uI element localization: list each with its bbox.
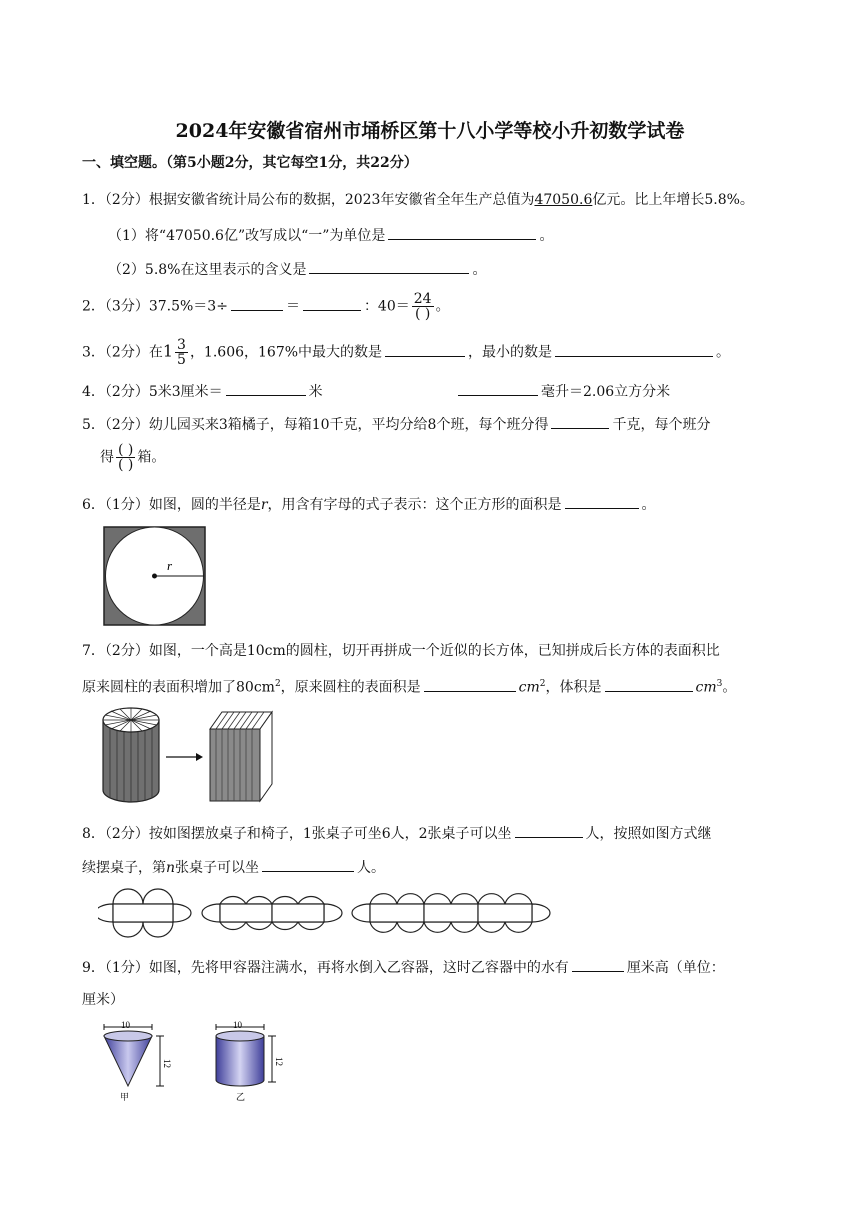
question-1: [82, 190, 754, 210]
tables-and-chairs-figure: [98, 884, 558, 942]
q2-end: 。: [435, 298, 450, 315]
question-1-sub1: [108, 224, 553, 246]
radius-label: r: [167, 558, 173, 573]
cylinder-top-label: 10: [233, 1020, 242, 1030]
question-5-line2: [100, 443, 165, 472]
q1-text: 1．（2分）根据安徽省统计局公布的数据，2023年安徽省全年生产总值为: [82, 192, 535, 208]
q4-unit-1: 米: [308, 384, 323, 400]
q9-text: 9．（1分）如图，先将甲容器注满水，再将水倒入乙容器，这时乙容器中的水有: [82, 960, 569, 976]
q5-text-c: 得: [100, 449, 114, 466]
q7-text: 7．（2分）如图，一个高是10cm的圆柱，切开再拼成一个近似的长方体，已知拼成后长方体的表面积比: [82, 643, 720, 659]
question-8-line2: [82, 856, 385, 878]
question-7-line2: [82, 674, 736, 698]
q7-unit-a: cm: [518, 679, 540, 696]
answer-blank[interactable]: [555, 341, 713, 357]
q1-tail: 亿元。比上年增长5.8%。: [592, 192, 754, 208]
question-4: [82, 380, 323, 402]
q7-end: 。: [722, 679, 737, 696]
question-7: [82, 641, 720, 661]
q8-text: 8．（2分）按如图摆放桌子和椅子，1张桌子可坐6人，2张桌子可以坐: [82, 826, 512, 842]
answer-blank[interactable]: [231, 295, 283, 311]
q1-sub2-end: 。: [472, 262, 487, 278]
q8-text-c: 续摆桌子，第: [82, 860, 166, 876]
q3-end: 。: [716, 344, 731, 361]
q8-text-b: 人，按照如图方式继: [585, 826, 712, 842]
question-4-part2: [455, 380, 670, 402]
cone-top-label: 10: [121, 1020, 130, 1030]
answer-blank[interactable]: [226, 380, 306, 396]
cylinder-container-figure: [208, 1018, 292, 1102]
q3-text-c: ，最小的数是: [468, 344, 553, 361]
q9-text-c: 厘米）: [82, 992, 124, 1008]
question-3: [82, 338, 730, 367]
q8-text-e: 人。: [357, 860, 386, 876]
q5-frac-num[interactable]: ( ): [118, 442, 134, 458]
question-1-sub2: [108, 258, 486, 280]
circle-in-square-figure: [103, 526, 207, 626]
q5-text-d: 箱。: [137, 449, 166, 466]
q3-frac-num: 3: [177, 337, 186, 353]
q2-fraction: [412, 292, 434, 321]
q3-fraction: [175, 338, 188, 367]
q2-text-b: ＝: [285, 298, 300, 315]
answer-blank[interactable]: [458, 380, 538, 396]
page-title: 2024年安徽省宿州市埇桥区第十八小学等校小升初数学试卷: [175, 120, 685, 142]
cone-container-figure: [98, 1018, 178, 1102]
q2-text-c: ：40＝: [363, 298, 410, 315]
answer-blank[interactable]: [309, 258, 469, 274]
answer-blank[interactable]: [262, 856, 354, 872]
answer-blank[interactable]: [424, 676, 516, 692]
answer-blank[interactable]: [572, 956, 624, 972]
q1-value: 47050.6: [534, 192, 593, 208]
q1-sub2-text: （2）5.8%在这里表示的含义是: [108, 262, 307, 278]
q9-text-b: 厘米高（单位：: [626, 960, 725, 976]
cone-height-label: 12: [162, 1059, 172, 1068]
answer-blank[interactable]: [605, 676, 693, 692]
q3-frac-den: 5: [177, 352, 186, 368]
q7-text-b: 原来圆柱的表面积增加了80cm: [82, 679, 275, 696]
q7-unit-b: cm: [695, 679, 717, 696]
q7-sup-a: 2: [539, 679, 546, 689]
q8-variable: n: [166, 860, 176, 876]
cylinder-height-label: 12: [274, 1057, 284, 1066]
q3-mixed-whole: 1: [162, 341, 174, 361]
q3-text: 3．（2分）在: [82, 344, 163, 361]
answer-blank[interactable]: [388, 224, 536, 240]
cylinder-to-cuboid-figure: [100, 702, 300, 806]
q6-text-b: ，用含有字母的式子表示：这个正方形的面积是: [267, 497, 562, 513]
q5-text-b: 千克，每个班分: [612, 417, 711, 433]
section-heading: 一、填空题。（第5小题2分，其它每空1分，共22分）: [82, 155, 418, 171]
answer-blank[interactable]: [515, 822, 583, 838]
q2-text: 2．（3分）37.5%＝3÷: [82, 298, 228, 315]
q7-text-c: ，原来圆柱的表面积是: [280, 679, 421, 696]
q1-sub1-end: 。: [539, 228, 554, 244]
q1-sub1-text: （1）将“47050.6亿”改写成以“一”为单位是: [108, 228, 386, 244]
question-6: [82, 493, 656, 515]
q8-text-d: 张桌子可以坐: [175, 860, 260, 876]
q3-text-b: ，1.606，167%中最大的数是: [189, 344, 383, 361]
answer-blank[interactable]: [565, 493, 639, 509]
q7-text-d: ，体积是: [545, 679, 602, 696]
q2-frac-num: 24: [413, 291, 432, 307]
q7-sup: 2: [274, 679, 281, 689]
q5-text: 5．（2分）幼儿园买来3箱橘子，每箱10千克，平均分给8个班，每个班分得: [82, 417, 549, 433]
answer-blank[interactable]: [385, 341, 465, 357]
answer-blank[interactable]: [551, 413, 609, 429]
q4-text: 4．（2分）5米3厘米＝: [82, 384, 223, 400]
q7-sup-b: 3: [716, 679, 723, 689]
answer-blank[interactable]: [303, 295, 361, 311]
q5-frac-den[interactable]: ( ): [118, 457, 134, 473]
cylinder-caption: 乙: [236, 1093, 246, 1102]
question-8: [82, 822, 712, 844]
q2-frac-den[interactable]: ( ): [414, 306, 431, 322]
q4-unit-2: 毫升＝2.06立方分米: [541, 384, 671, 400]
question-5: [82, 413, 710, 435]
cone-caption: 甲: [120, 1093, 130, 1102]
q6-text: 6．（1分）如图，圆的半径是: [82, 497, 261, 513]
question-9: [82, 956, 725, 978]
q6-end: 。: [641, 497, 656, 513]
q5-fraction[interactable]: [116, 443, 135, 472]
q6-variable: r: [260, 497, 268, 513]
question-9-line2: [82, 990, 124, 1010]
question-2: [82, 292, 450, 321]
